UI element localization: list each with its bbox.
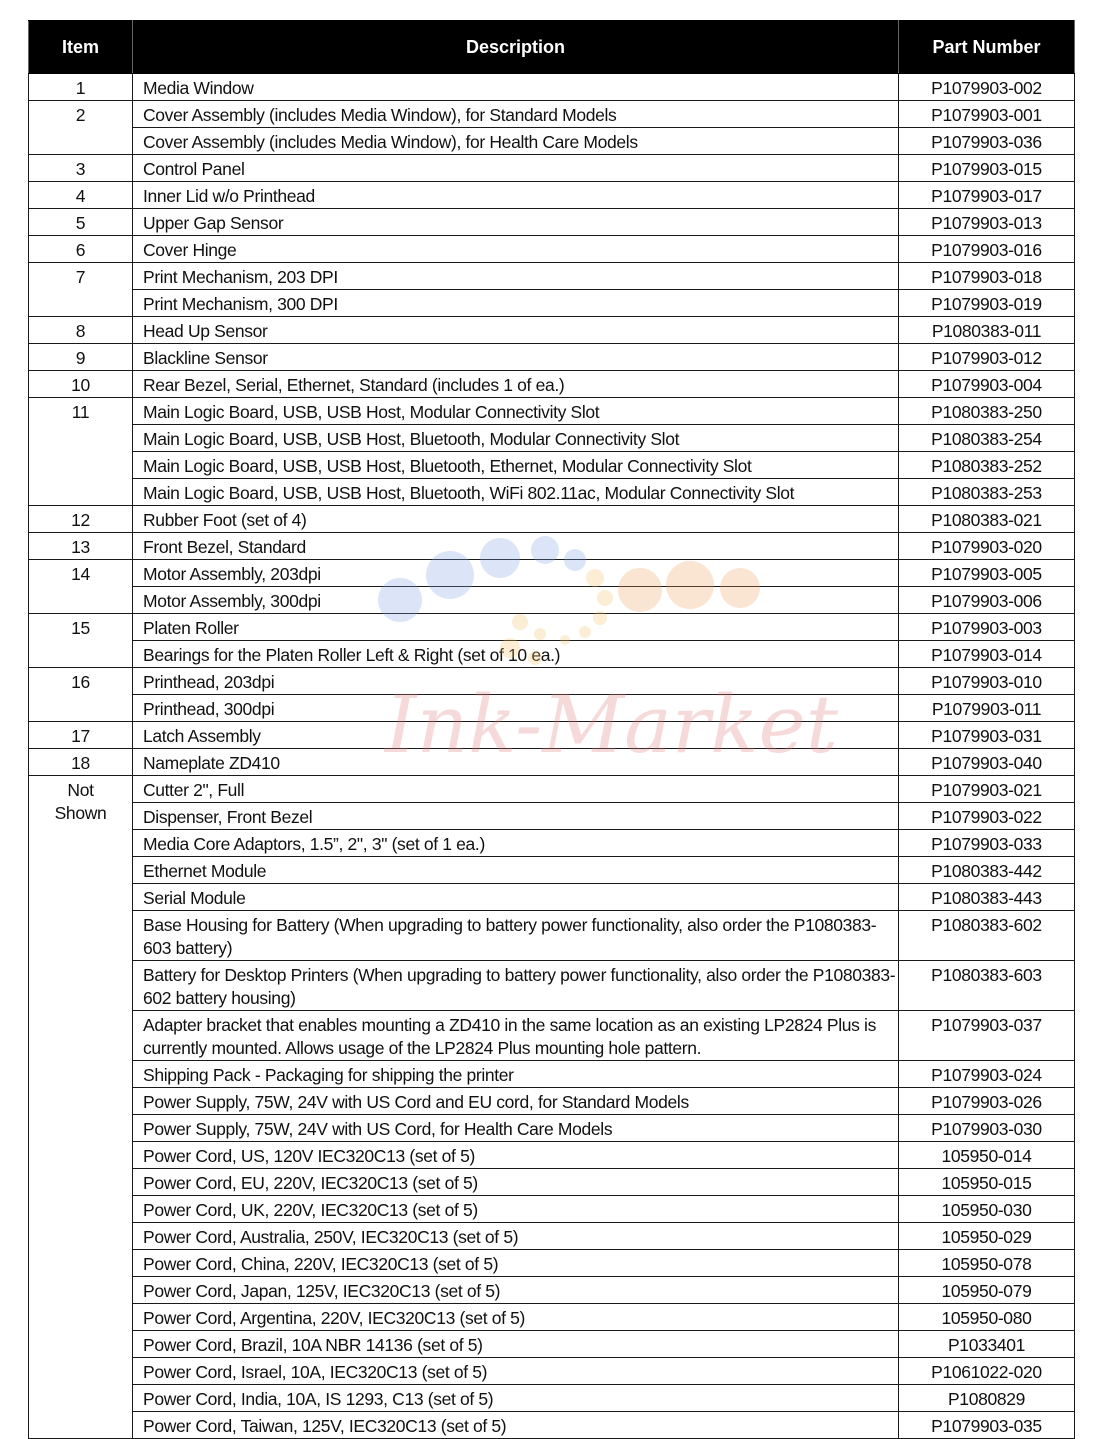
description-text: Power Cord, Japan, 125V, IEC320C13 (set of 5): [143, 1281, 501, 1301]
description-cell: [133, 1115, 899, 1142]
part-number-cell: [899, 722, 1075, 749]
table-row: [29, 182, 1075, 209]
description-cell: [133, 641, 899, 668]
table-row: [29, 695, 1075, 722]
table-row: [29, 1115, 1075, 1142]
part-number-cell: [899, 884, 1075, 911]
item-number: 16: [71, 672, 90, 692]
table-row: [29, 1250, 1075, 1277]
description-cell: [133, 155, 899, 182]
description-text: Rubber Foot (set of 4): [143, 510, 307, 530]
description-text: Power Cord, EU, 220V, IEC320C13 (set of 5): [143, 1173, 478, 1193]
part-number-cell: [899, 1277, 1075, 1304]
item-cell: [29, 776, 133, 1439]
table-row: [29, 884, 1075, 911]
part-number-cell: [899, 1385, 1075, 1412]
item-cell: [29, 182, 133, 209]
part-number-text: P1079903-010: [931, 672, 1042, 692]
description-cell: [133, 101, 899, 128]
part-number-text: P1079903-037: [931, 1015, 1042, 1035]
item-number: 6: [75, 240, 86, 260]
description-cell: [133, 614, 899, 641]
part-number-cell: [899, 1250, 1075, 1277]
part-number-cell: [899, 533, 1075, 560]
table-row: [29, 830, 1075, 857]
description-cell: [133, 1169, 899, 1196]
item-number: Shown: [54, 803, 107, 823]
description-cell: [133, 425, 899, 452]
part-number-cell: [899, 1304, 1075, 1331]
description-cell: [133, 1304, 899, 1331]
table-row: [29, 614, 1075, 641]
table-row: [29, 587, 1075, 614]
description-text: Power Cord, Argentina, 220V, IEC320C13 (set of 5): [143, 1308, 526, 1328]
part-number-text: P1079903-036: [931, 132, 1042, 152]
table-row: [29, 1412, 1075, 1439]
item-number: Not: [67, 780, 94, 800]
part-number-text: P1080383-250: [931, 402, 1042, 422]
part-number-text: P1080383-011: [931, 321, 1042, 341]
description-text: Main Logic Board, USB, USB Host, Bluetooth, WiFi 802.11ac, Modular Connectivity Slot: [143, 483, 795, 503]
description-text: Main Logic Board, USB, USB Host, Bluetooth, Ethernet, Modular Connectivity Slot: [143, 456, 752, 476]
description-cell: [133, 857, 899, 884]
part-number-text: P1080383-021: [931, 510, 1042, 530]
part-number-cell: [899, 236, 1075, 263]
description-cell: [133, 1358, 899, 1385]
description-cell: [133, 1385, 899, 1412]
item-cell: [29, 263, 133, 317]
part-number-cell: [899, 1169, 1075, 1196]
description-text: Print Mechanism, 300 DPI: [143, 294, 338, 314]
part-number-text: P1079903-021: [931, 780, 1042, 800]
description-cell: [133, 1412, 899, 1439]
part-number-cell: [899, 1011, 1075, 1061]
description-text: Cover Assembly (includes Media Window), for Standard Models: [143, 105, 617, 125]
part-number-cell: [899, 668, 1075, 695]
part-number-cell: [899, 479, 1075, 506]
table-row: [29, 101, 1075, 128]
item-cell: [29, 722, 133, 749]
description-text: Printhead, 300dpi: [143, 699, 275, 719]
part-number-text: P1079903-011: [931, 699, 1042, 719]
table-row: [29, 1385, 1075, 1412]
part-number-text: P1079903-018: [931, 267, 1042, 287]
table-row: [29, 1088, 1075, 1115]
item-number: 10: [71, 375, 90, 395]
part-number-cell: [899, 1142, 1075, 1169]
description-text: Media Core Adaptors, 1.5”, 2", 3" (set of 1 ea.): [143, 834, 485, 854]
description-text: Power Cord, Australia, 250V, IEC320C13 (set of 5): [143, 1227, 519, 1247]
table-row: [29, 263, 1075, 290]
description-cell: [133, 479, 899, 506]
table-row: [29, 1331, 1075, 1358]
table-row: [29, 344, 1075, 371]
part-number-text: 105950-080: [941, 1308, 1032, 1328]
part-number-text: P1079903-013: [931, 213, 1042, 233]
table-row: [29, 803, 1075, 830]
item-cell: [29, 155, 133, 182]
description-cell: [133, 452, 899, 479]
description-text: Motor Assembly, 300dpi: [143, 591, 321, 611]
description-text: Inner Lid w/o Printhead: [143, 186, 315, 206]
item-number: 13: [71, 537, 90, 557]
description-text: Printhead, 203dpi: [143, 672, 275, 692]
item-number: 8: [75, 321, 86, 341]
part-number-cell: [899, 1223, 1075, 1250]
description-text: Main Logic Board, USB, USB Host, Bluetooth, Modular Connectivity Slot: [143, 429, 680, 449]
header-part-number: Part Number: [899, 21, 1075, 74]
part-number-text: P1080383-442: [931, 861, 1042, 881]
part-number-text: P1079903-006: [931, 591, 1042, 611]
part-number-cell: [899, 452, 1075, 479]
part-number-cell: [899, 1358, 1075, 1385]
description-text: Latch Assembly: [143, 726, 261, 746]
table-row: [29, 398, 1075, 425]
part-number-cell: [899, 776, 1075, 803]
description-cell: [133, 1088, 899, 1115]
description-text: 602 battery housing): [143, 988, 296, 1008]
part-number-text: P1079903-001: [931, 105, 1042, 125]
part-number-text: P1079903-012: [931, 348, 1042, 368]
description-text: 603 battery): [143, 938, 233, 958]
description-text: Power Supply, 75W, 24V with US Cord, for Health Care Models: [143, 1119, 613, 1139]
part-number-text: P1079903-033: [931, 834, 1042, 854]
part-number-cell: [899, 1061, 1075, 1088]
part-number-text: 105950-030: [941, 1200, 1032, 1220]
description-cell: [133, 182, 899, 209]
description-text: Bearings for the Platen Roller Left & Right (set of 10 ea.): [143, 645, 561, 665]
item-number: 9: [75, 348, 86, 368]
part-number-cell: [899, 1088, 1075, 1115]
description-text: Upper Gap Sensor: [143, 213, 284, 233]
item-cell: [29, 668, 133, 722]
description-cell: [133, 884, 899, 911]
part-number-text: 105950-014: [941, 1146, 1032, 1166]
part-number-text: P1079903-024: [931, 1065, 1042, 1085]
part-number-text: P1079903-003: [931, 618, 1042, 638]
description-cell: [133, 371, 899, 398]
description-text: Adapter bracket that enables mounting a ZD410 in the same location as an existing LP2824 Plus is: [143, 1015, 876, 1035]
table-row: [29, 317, 1075, 344]
description-text: Power Cord, Brazil, 10A NBR 14136 (set of 5): [143, 1335, 483, 1355]
part-number-text: P1079903-004: [931, 375, 1042, 395]
table-row: [29, 209, 1075, 236]
description-cell: [133, 74, 899, 101]
description-text: Cover Hinge: [143, 240, 237, 260]
description-cell: [133, 1011, 899, 1061]
description-cell: [133, 961, 899, 1011]
description-cell: [133, 749, 899, 776]
part-number-text: P1061022-020: [931, 1362, 1042, 1382]
description-text: Print Mechanism, 203 DPI: [143, 267, 338, 287]
table-row: [29, 1169, 1075, 1196]
part-number-cell: [899, 74, 1075, 101]
description-text: Power Cord, UK, 220V, IEC320C13 (set of 5): [143, 1200, 478, 1220]
part-number-text: P1079903-015: [931, 159, 1042, 179]
part-number-text: P1079903-016: [931, 240, 1042, 260]
parts-table: [28, 20, 1075, 1439]
item-number: 18: [71, 753, 90, 773]
description-cell: [133, 1223, 899, 1250]
part-number-text: P1079903-019: [931, 294, 1042, 314]
table-row: [29, 857, 1075, 884]
description-cell: [133, 263, 899, 290]
part-number-cell: [899, 101, 1075, 128]
item-cell: [29, 74, 133, 101]
item-cell: [29, 614, 133, 668]
description-text: Power Supply, 75W, 24V with US Cord and EU cord, for Standard Models: [143, 1092, 689, 1112]
table-row: [29, 1358, 1075, 1385]
description-cell: [133, 1061, 899, 1088]
description-text: Control Panel: [143, 159, 245, 179]
table-row: [29, 911, 1075, 961]
table-row: [29, 1142, 1075, 1169]
part-number-text: P1080383-254: [931, 429, 1042, 449]
part-number-text: P1079903-017: [931, 186, 1042, 206]
description-text: Power Cord, China, 220V, IEC320C13 (set of 5): [143, 1254, 499, 1274]
table-row: [29, 128, 1075, 155]
description-text: Main Logic Board, USB, USB Host, Modular Connectivity Slot: [143, 402, 600, 422]
description-cell: [133, 560, 899, 587]
description-text: Power Cord, Israel, 10A, IEC320C13 (set of 5): [143, 1362, 488, 1382]
description-cell: [133, 695, 899, 722]
part-number-cell: [899, 182, 1075, 209]
description-text: Battery for Desktop Printers (When upgrading to battery power functionality, also order the P1080383-: [143, 965, 896, 985]
table-row: [29, 668, 1075, 695]
description-text: Platen Roller: [143, 618, 239, 638]
description-cell: [133, 1142, 899, 1169]
table-row: [29, 1304, 1075, 1331]
part-number-cell: [899, 1412, 1075, 1439]
description-text: Nameplate ZD410: [143, 753, 280, 773]
part-number-cell: [899, 614, 1075, 641]
table-row: [29, 722, 1075, 749]
table-row: [29, 641, 1075, 668]
description-text: Cover Assembly (includes Media Window), for Health Care Models: [143, 132, 638, 152]
description-cell: [133, 722, 899, 749]
part-number-cell: [899, 587, 1075, 614]
item-cell: [29, 209, 133, 236]
part-number-cell: [899, 857, 1075, 884]
description-cell: [133, 344, 899, 371]
item-number: 14: [71, 564, 90, 584]
table-row: [29, 479, 1075, 506]
item-cell: [29, 101, 133, 155]
item-number: 3: [75, 159, 86, 179]
description-text: Power Cord, US, 120V IEC320C13 (set of 5): [143, 1146, 475, 1166]
table-row: [29, 506, 1075, 533]
description-cell: [133, 533, 899, 560]
description-cell: [133, 209, 899, 236]
part-number-text: P1033401: [947, 1335, 1025, 1355]
header-item: Item: [29, 21, 133, 74]
description-text: Blackline Sensor: [143, 348, 268, 368]
item-number: 11: [71, 402, 90, 422]
part-number-text: P1080383-603: [931, 965, 1042, 985]
description-text: Cutter 2", Full: [143, 780, 245, 800]
table-row: [29, 1223, 1075, 1250]
description-text: Rear Bezel, Serial, Ethernet, Standard (includes 1 of ea.): [143, 375, 565, 395]
part-number-text: P1079903-026: [931, 1092, 1042, 1112]
item-cell: [29, 398, 133, 506]
item-number: 1: [75, 78, 86, 98]
part-number-text: P1080383-443: [931, 888, 1042, 908]
part-number-text: P1079903-030: [931, 1119, 1042, 1139]
part-number-cell: [899, 560, 1075, 587]
part-number-cell: [899, 425, 1075, 452]
description-text: Dispenser, Front Bezel: [143, 807, 313, 827]
description-cell: [133, 587, 899, 614]
header-row: [29, 21, 1075, 74]
part-number-cell: [899, 317, 1075, 344]
description-cell: [133, 128, 899, 155]
item-cell: [29, 506, 133, 533]
table-row: [29, 749, 1075, 776]
table-row: [29, 371, 1075, 398]
part-number-text: 105950-078: [941, 1254, 1032, 1274]
description-cell: [133, 1331, 899, 1358]
description-text: Media Window: [143, 78, 254, 98]
part-number-cell: [899, 911, 1075, 961]
description-cell: [133, 1250, 899, 1277]
item-cell: [29, 371, 133, 398]
part-number-cell: [899, 695, 1075, 722]
part-number-text: P1079903-014: [931, 645, 1042, 665]
part-number-cell: [899, 371, 1075, 398]
table-row: [29, 425, 1075, 452]
table-row: [29, 290, 1075, 317]
part-number-cell: [899, 803, 1075, 830]
table-row: [29, 1061, 1075, 1088]
part-number-cell: [899, 263, 1075, 290]
part-number-text: P1080383-602: [931, 915, 1042, 935]
part-number-text: P1079903-020: [931, 537, 1042, 557]
part-number-text: 105950-079: [941, 1281, 1032, 1301]
item-number: 4: [75, 186, 86, 206]
description-cell: [133, 506, 899, 533]
part-number-text: P1079903-040: [931, 753, 1042, 773]
item-number: 7: [75, 267, 86, 287]
part-number-cell: [899, 506, 1075, 533]
part-number-text: P1079903-005: [931, 564, 1042, 584]
description-text: Serial Module: [143, 888, 246, 908]
table-row: [29, 1277, 1075, 1304]
watermark-text: Ink-Market: [385, 678, 839, 771]
part-number-cell: [899, 1115, 1075, 1142]
part-number-text: P1080383-252: [931, 456, 1042, 476]
item-cell: [29, 344, 133, 371]
item-cell: [29, 533, 133, 560]
item-cell: [29, 317, 133, 344]
table-row: [29, 961, 1075, 1011]
description-text: Motor Assembly, 203dpi: [143, 564, 321, 584]
part-number-cell: [899, 1196, 1075, 1223]
description-text: Base Housing for Battery (When upgrading to battery power functionality, also order the P1080383-: [143, 915, 877, 935]
part-number-cell: [899, 128, 1075, 155]
part-number-text: P1080383-253: [931, 483, 1042, 503]
table-row: [29, 1196, 1075, 1223]
item-number: 17: [71, 726, 90, 746]
part-number-cell: [899, 155, 1075, 182]
item-number: 12: [71, 510, 90, 530]
item-number: 5: [75, 213, 86, 233]
description-text: Front Bezel, Standard: [143, 537, 306, 557]
table-row: [29, 776, 1075, 803]
description-cell: [133, 290, 899, 317]
part-number-text: P1079903-022: [931, 807, 1042, 827]
part-number-text: P1079903-002: [931, 78, 1042, 98]
table-row: [29, 533, 1075, 560]
description-cell: [133, 803, 899, 830]
part-number-cell: [899, 209, 1075, 236]
table-row: [29, 236, 1075, 263]
description-text: Ethernet Module: [143, 861, 267, 881]
part-number-cell: [899, 830, 1075, 857]
description-cell: [133, 1277, 899, 1304]
table-row: [29, 452, 1075, 479]
part-number-cell: [899, 290, 1075, 317]
item-cell: [29, 236, 133, 263]
part-number-cell: [899, 398, 1075, 425]
description-text: Power Cord, India, 10A, IS 1293, C13 (set of 5): [143, 1389, 494, 1409]
part-number-cell: [899, 641, 1075, 668]
part-number-cell: [899, 961, 1075, 1011]
item-number: 2: [75, 105, 86, 125]
item-cell: [29, 749, 133, 776]
header-description: Description: [133, 21, 899, 74]
part-number-text: 105950-029: [941, 1227, 1032, 1247]
table-header: [29, 21, 1075, 74]
description-cell: [133, 911, 899, 961]
description-cell: [133, 1196, 899, 1223]
description-text: currently mounted. Allows usage of the LP2824 Plus mounting hole pattern.: [143, 1038, 702, 1058]
part-number-text: 105950-015: [941, 1173, 1032, 1193]
item-cell: [29, 560, 133, 614]
part-number-cell: [899, 1331, 1075, 1358]
description-cell: [133, 317, 899, 344]
part-number-cell: [899, 749, 1075, 776]
part-number-text: P1079903-031: [931, 726, 1042, 746]
table-row: [29, 1011, 1075, 1061]
part-number-cell: [899, 344, 1075, 371]
table-row: [29, 74, 1075, 101]
item-number: 15: [71, 618, 90, 638]
description-cell: [133, 668, 899, 695]
part-number-text: P1079903-035: [931, 1416, 1042, 1436]
description-cell: [133, 776, 899, 803]
description-text: Shipping Pack - Packaging for shipping the printer: [143, 1065, 514, 1085]
description-text: Head Up Sensor: [143, 321, 268, 341]
description-cell: [133, 236, 899, 263]
table-body: [29, 74, 1075, 1439]
description-cell: [133, 398, 899, 425]
table-row: [29, 155, 1075, 182]
part-number-text: P1080829: [947, 1389, 1025, 1409]
description-cell: [133, 830, 899, 857]
description-text: Power Cord, Taiwan, 125V, IEC320C13 (set of 5): [143, 1416, 507, 1436]
table-row: [29, 560, 1075, 587]
